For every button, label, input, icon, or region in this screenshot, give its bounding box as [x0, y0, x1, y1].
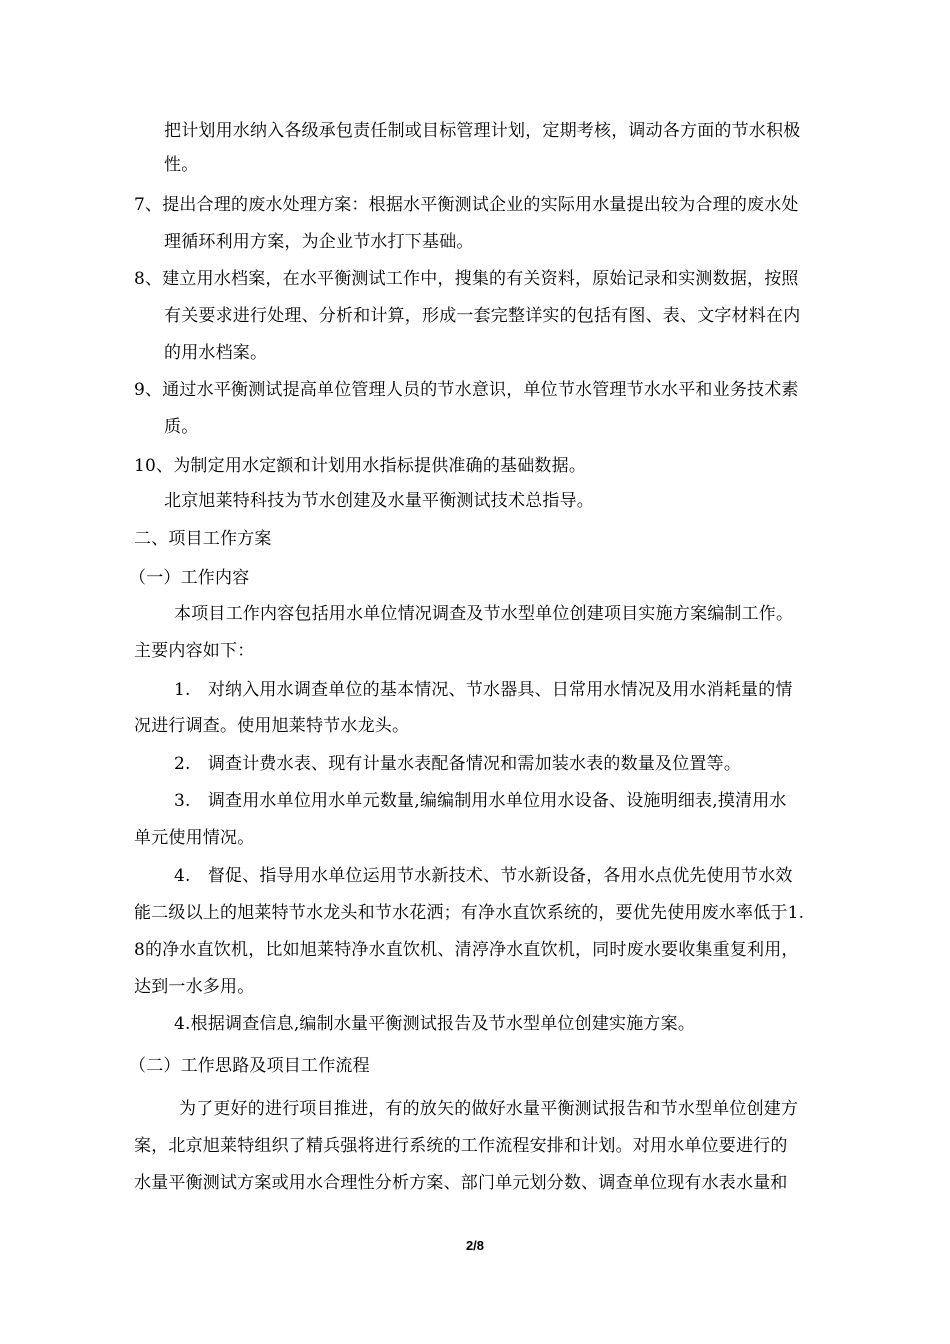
text-line: 北京旭莱特科技为节水创建及水量平衡测试技术总指导。 — [164, 491, 594, 511]
list-item-line: 能二级以上的旭莱特节水龙头和节水花洒；有净水直饮系统的，要优先使用废水率低于1. — [134, 903, 805, 923]
list-item-line: 8的净水直饮机，比如旭莱特净水直饮机、清渟净水直饮机，同时废水要收集重复利用， — [134, 940, 799, 960]
list-item-line: 单元使用情况。 — [134, 828, 255, 848]
text-line: 案，北京旭莱特组织了精兵强将进行系统的工作流程安排和计划。对用水单位要进行的 — [134, 1136, 788, 1156]
text-line: 水量平衡测试方案或用水合理性分析方案、部门单元划分数、调查单位现有水表水量和 — [134, 1173, 788, 1193]
list-item-line: 况进行调查。使用旭莱特节水龙头。 — [134, 716, 410, 736]
list-item-line: 3. 调查用水单位用水单元数量,编编制用水单位用水设备、设施明细表,摸清用水 — [174, 791, 787, 811]
list-item-line: 4. 督促、指导用水单位运用节水新技术、节水新设备，各用水点优先使用节水效 — [174, 866, 793, 886]
text-line: 质。 — [164, 417, 199, 437]
text-line: 9、通过水平衡测试提高单位管理人员的节水意识，单位节水管理节水水平和业务技术素 — [134, 380, 799, 400]
subsection-heading: （二）工作思路及项目工作流程 — [129, 1056, 370, 1076]
text-line: 7、提出合理的废水处理方案：根据水平衡测试企业的实际用水量提出较为合理的废水处 — [134, 195, 799, 215]
list-item-line: 1. 对纳入用水调查单位的基本情况、节水器具、日常用水情况及用水消耗量的情 — [174, 680, 793, 700]
subsection-heading: （一）工作内容 — [129, 568, 250, 588]
list-item-line: 2. 调查计费水表、现有计量水表配备情况和需加装水表的数量及位置等。 — [174, 754, 742, 774]
text-line: 把计划用水纳入各级承包责任制或目标管理计划，定期考核，调动各方面的节水积极 — [164, 121, 801, 141]
list-item-line: 4.根据调查信息,编制水量平衡测试报告及节水型单位创建实施方案。 — [174, 1014, 696, 1034]
text-line: 有关要求进行处理、分析和计算，形成一套完整详实的包括有图、表、文字材料在内 — [164, 306, 801, 326]
text-line: 为了更好的进行项目推进，有的放矢的做好水量平衡测试报告和节水型单位创建方 — [179, 1099, 799, 1119]
section-heading: 二、项目工作方案 — [134, 529, 272, 549]
text-line: 的用水档案。 — [164, 343, 268, 363]
text-line: 8、建立用水档案，在水平衡测试工作中，搜集的有关资料，原始记录和实测数据，按照 — [134, 269, 799, 289]
text-line: 理循环利用方案，为企业节水打下基础。 — [164, 232, 474, 252]
text-line: 10、为制定用水定额和计划用水指标提供准确的基础数据。 — [134, 456, 587, 476]
page-number: 2/8 — [465, 1238, 485, 1253]
list-item-line: 达到一水多用。 — [134, 977, 255, 997]
text-line: 主要内容如下： — [134, 641, 255, 661]
text-line: 性。 — [164, 155, 199, 175]
text-line: 本项目工作内容包括用水单位情况调查及节水型单位创建项目实施方案编制工作。 — [174, 604, 794, 624]
